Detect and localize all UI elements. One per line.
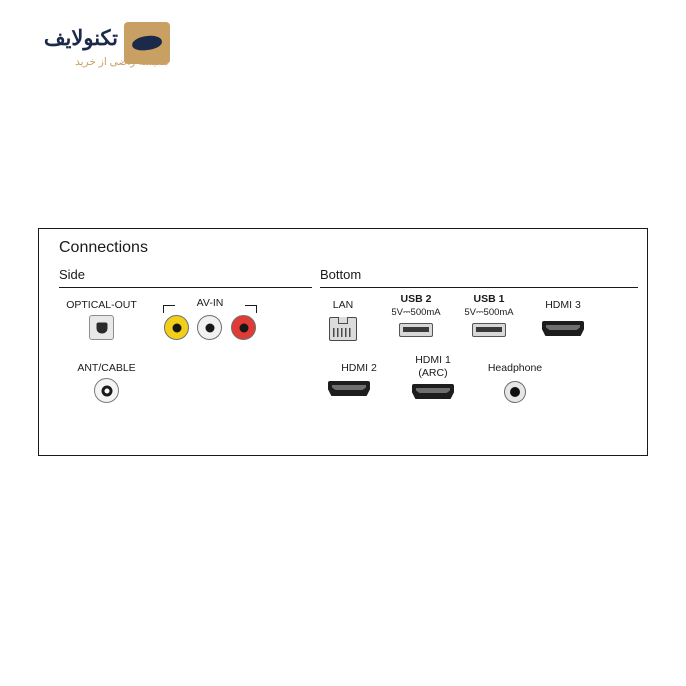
brand-watermark — [28, 22, 268, 78]
label-optical-out: OPTICAL-OUT — [66, 299, 137, 311]
headphone-jack-icon — [504, 381, 526, 403]
usb2-port-icon — [399, 323, 433, 337]
brand-tagline: همیشه راضی از خرید — [75, 56, 168, 68]
label-usb2-spec: 5V⎓500mA — [391, 307, 441, 318]
connections-panel — [38, 228, 648, 456]
hdmi2-port-icon — [328, 381, 370, 396]
label-ant-cable: ANT/CABLE — [77, 362, 136, 374]
audio-left-jack-icon — [197, 315, 222, 340]
audio-right-jack-icon — [231, 315, 256, 340]
hdmi3-port-icon — [542, 321, 584, 336]
label-usb1-title: USB 1 — [473, 293, 505, 305]
column-heading-bottom: Bottom — [320, 267, 362, 282]
label-headphone: Headphone — [487, 362, 543, 374]
optical-out-port-icon — [89, 315, 114, 340]
antenna-cable-port-icon — [94, 378, 119, 403]
label-hdmi1-title: HDMI 1 — [415, 354, 451, 366]
label-usb2-title: USB 2 — [400, 293, 432, 305]
composite-video-jack-icon — [164, 315, 189, 340]
column-heading-side: Side — [59, 267, 86, 282]
label-hdmi1-sub: (ARC) — [418, 367, 448, 379]
side-column-divider — [59, 287, 312, 288]
brand-name: تکنولایف — [43, 27, 118, 50]
page-title: Connections — [59, 239, 148, 256]
label-hdmi3: HDMI 3 — [545, 299, 581, 311]
usb1-port-icon — [472, 323, 506, 337]
label-lan: LAN — [332, 299, 354, 311]
label-av-in: AV-IN — [175, 297, 245, 309]
hdmi1-arc-port-icon — [412, 384, 454, 399]
bottom-column-divider — [320, 287, 638, 288]
label-hdmi2: HDMI 2 — [341, 362, 377, 374]
label-usb1-spec: 5V⎓500mA — [464, 307, 514, 318]
lan-port-icon — [329, 317, 357, 341]
